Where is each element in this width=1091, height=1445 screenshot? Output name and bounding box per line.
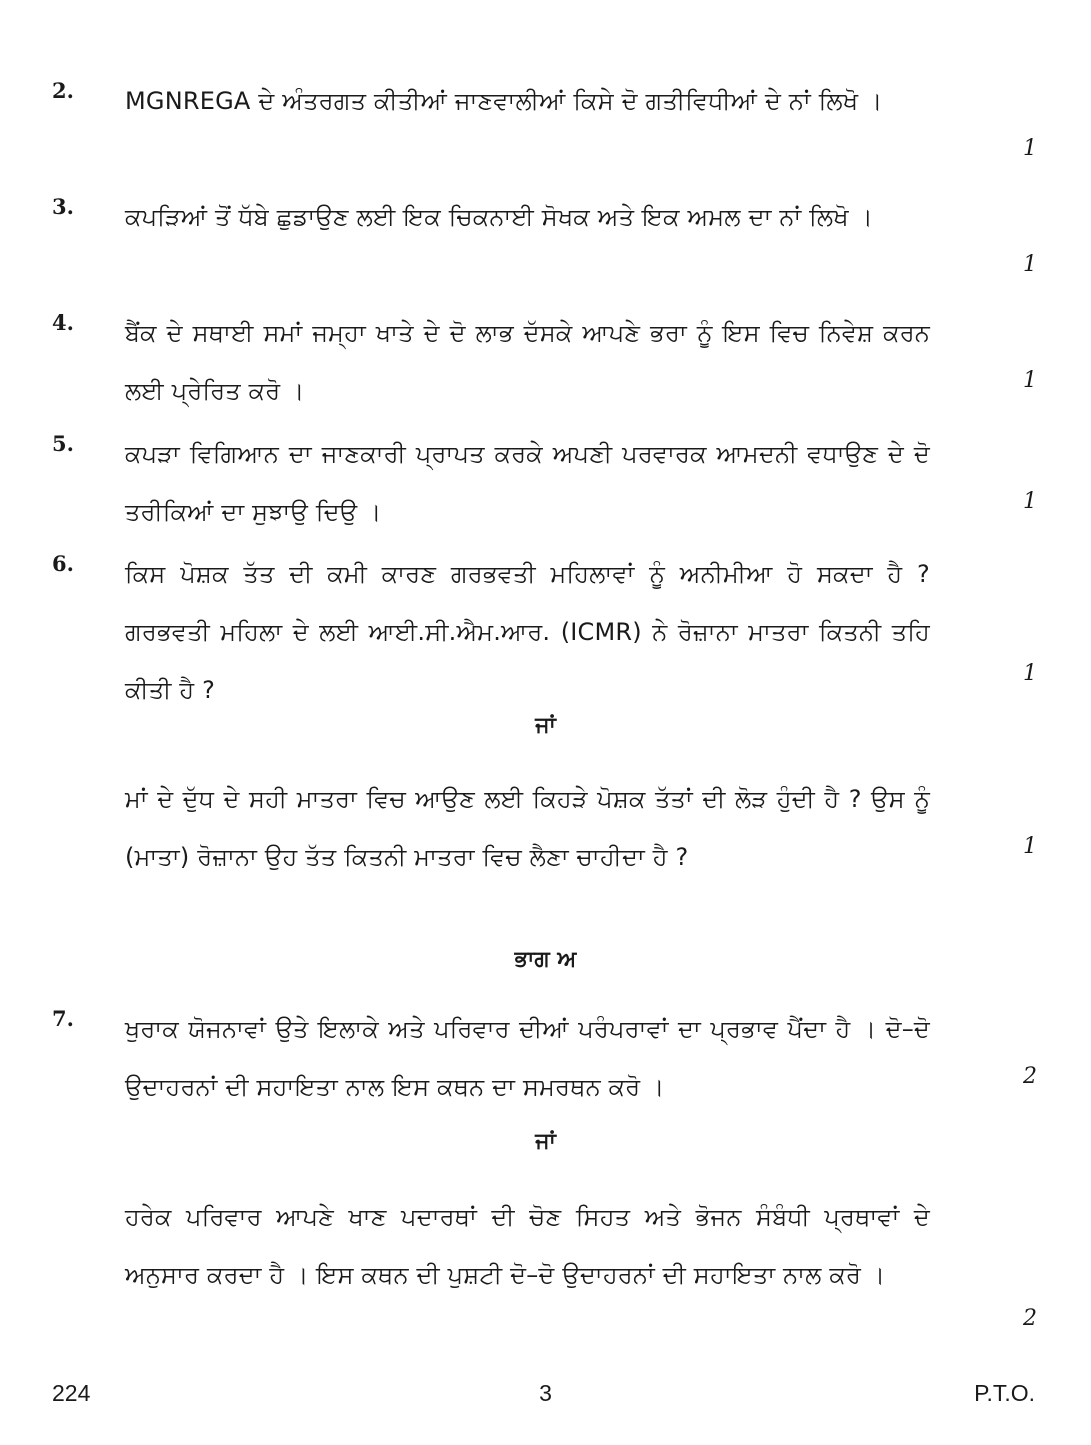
question-text: ਬੈਂਕ ਦੇ ਸਥਾਈ ਸਮਾਂ ਜਮ੍ਹਾ ਖਾਤੇ ਦੇ ਦੋ ਲਾਭ ਦੱਸਕੇ ਆਪਣੇ ਭਰਾ ਨੂੰ ਇਸ ਵਿਚ ਨਿਵੇਸ਼ ਕਰਨ ਲਈ ਪ੍ਰੇਰਿਤ ਕਰੋ । (125, 319, 930, 405)
question-6 (52, 545, 1037, 710)
question-6-alternative (52, 770, 1037, 880)
marks: 1 (1023, 834, 1037, 859)
question-number: 7. (52, 1006, 74, 1031)
marks: 1 (1023, 489, 1037, 514)
question-7-alternative (52, 1188, 1037, 1348)
question-3 (52, 188, 1037, 298)
question-number: 6. (52, 551, 74, 576)
question-2 (52, 72, 1037, 182)
marks: 2 (1023, 1306, 1037, 1331)
or-label: ਜਾਂ (535, 1129, 556, 1154)
pto-label: P.T.O. (974, 1380, 1035, 1406)
section-heading: ਭਾਗ ਅ (514, 947, 577, 972)
page-number: 3 (539, 1380, 552, 1406)
question-number: 3. (52, 194, 74, 219)
marks: 1 (1023, 368, 1037, 393)
question-text: ਕਪੜਾ ਵਿਗਿਆਨ ਦਾ ਜਾਣਕਾਰੀ ਪ੍ਰਾਪਤ ਕਰਕੇ ਅਪਣੀ ਪਰਵਾਰਕ ਆਮਦਨੀ ਵਧਾਉਣ ਦੇ ਦੋ ਤਰੀਕਿਆਂ ਦਾ ਸੁਝਾਉ ਦਿਉ । (125, 440, 930, 526)
question-text: ਕਿਸ ਪੋਸ਼ਕ ਤੱਤ ਦੀ ਕਮੀ ਕਾਰਣ ਗਰਭਵਤੀ ਮਹਿਲਾਵਾਂ ਨੂੰ ਅਨੀਮੀਆ ਹੋ ਸਕਦਾ ਹੈ ? ਗਰਭਵਤੀ ਮਹਿਲਾ ਦੇ ਲਈ ਆਈ.ਸੀ.ਐਮ.ਆਰ. (ICMR) ਨੇ ਰੋਜ਼ਾਨਾ ਮਾਤਰਾ ਕਿਤਨੀ ਤਹਿ ਕੀਤੀ ਹੈ ? (125, 560, 930, 704)
marks: 1 (1023, 252, 1037, 277)
question-text: ਹਰੇਕ ਪਰਿਵਾਰ ਆਪਣੇ ਖਾਣ ਪਦਾਰਥਾਂ ਦੀ ਚੋਣ ਸਿਹਤ ਅਤੇ ਭੋਜਨ ਸੰਬੰਧੀ ਪ੍ਰਥਾਵਾਂ ਦੇ ਅਨੁਸਾਰ ਕਰਦਾ ਹੈ । ਇਸ ਕਥਨ ਦੀ ਪੁਸ਼ਟੀ ਦੋ–ਦੋ ਉਦਾਹਰਨਾਂ ਦੀ ਸਹਾਇਤਾ ਨਾਲ ਕਰੋ । (125, 1203, 930, 1289)
marks: 2 (1023, 1064, 1037, 1089)
question-text: ਮਾਂ ਦੇ ਦੁੱਧ ਦੇ ਸਹੀ ਮਾਤਰਾ ਵਿਚ ਆਉਣ ਲਈ ਕਿਹੜੇ ਪੋਸ਼ਕ ਤੱਤਾਂ ਦੀ ਲੋੜ ਹੁੰਦੀ ਹੈ ? ਉਸ ਨੂੰ (ਮਾਤਾ) ਰੋਜ਼ਾਨਾ ਉਹ ਤੱਤ ਕਿਤਨੀ ਮਾਤਰਾ ਵਿਚ ਲੈਣਾ ਚਾਹੀਦਾ ਹੈ ? (125, 785, 930, 871)
or-label: ਜਾਂ (535, 713, 556, 738)
paper-code: 224 (52, 1380, 91, 1406)
question-text: MGNREGA ਦੇ ਅੰਤਰਗਤ ਕੀਤੀਆਂ ਜਾਣਵਾਲੀਆਂ ਕਿਸੇ ਦੋ ਗਤੀਵਿਧੀਆਂ ਦੇ ਨਾਂ ਲਿਖੋ । (125, 87, 883, 115)
question-5 (52, 425, 1037, 535)
question-4 (52, 304, 1037, 414)
question-text: ਖੁਰਾਕ ਯੋਜਨਾਵਾਂ ਉਤੇ ਇਲਾਕੇ ਅਤੇ ਪਰਿਵਾਰ ਦੀਆਂ ਪਰੰਪਰਾਵਾਂ ਦਾ ਪ੍ਰਭਾਵ ਪੈਂਦਾ ਹੈ । ਦੋ–ਦੋ ਉਦਾਹਰਨਾਂ ਦੀ ਸਹਾਇਤਾ ਨਾਲ ਇਸ ਕਥਨ ਦਾ ਸਮਰਥਨ ਕਰੋ । (125, 1015, 930, 1101)
question-number: 5. (52, 431, 74, 456)
question-number: 2. (52, 78, 74, 103)
question-text: ਕਪੜਿਆਂ ਤੋਂ ਧੱਬੇ ਛੁਡਾਉਣ ਲਈ ਇਕ ਚਿਕਨਾਈ ਸੋਖਕ ਅਤੇ ਇਕ ਅਮਲ ਦਾ ਨਾਂ ਲਿਖੋ । (125, 203, 873, 231)
marks: 1 (1023, 136, 1037, 161)
question-number: 4. (52, 310, 74, 335)
question-7 (52, 1000, 1037, 1110)
marks: 1 (1023, 661, 1037, 686)
